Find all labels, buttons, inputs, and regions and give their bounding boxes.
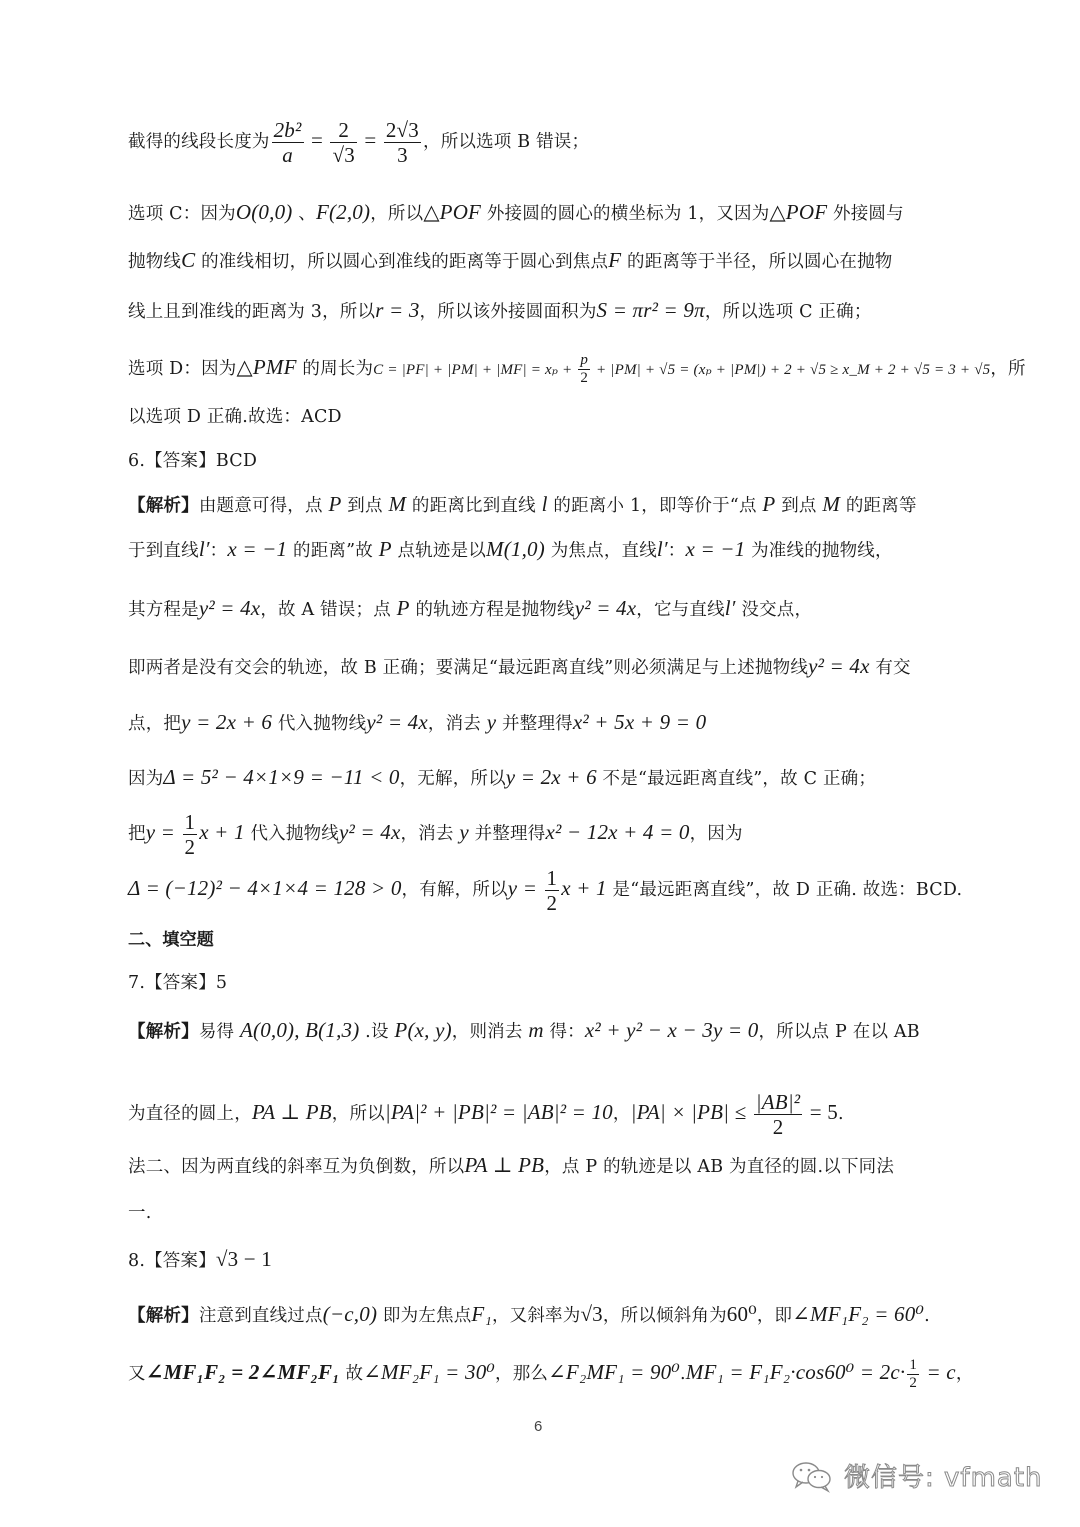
text: 不是“最远距离直线”，故 C 正确； [596,769,877,789]
text: ，故 A 错误；点 [260,600,397,620]
text: 是“最远距离直线”，故 D 正确. 故选：BCD. [606,880,963,900]
math: PA ⊥ PB [464,1153,545,1177]
math: = c [921,1360,956,1384]
math: |PA|² + |PB|² = |AB|² = 10 [384,1100,613,1124]
math: M(1,0) [486,537,545,561]
math: ∠MF₁F₂ = 2∠MF₂F₁ [145,1360,340,1384]
fraction [330,118,356,167]
answer-value: √3 − 1 [215,1247,272,1271]
numerator: 2 [330,118,356,143]
text: 线上且到准线的距离为 3，所以 [128,302,376,322]
answer-line-q8 [128,1247,272,1273]
text: 的周长为 [296,359,374,379]
text: 的轨迹方程是抛物线 [409,600,575,620]
text-line [128,654,911,680]
math: x = −1 [227,537,288,561]
math: y = [145,820,181,844]
text-line [128,118,589,167]
fraction [578,352,590,387]
section-title: 二、填空题 [128,930,214,950]
math: △POF [769,200,828,224]
math: y [486,710,497,734]
text-line [128,810,743,859]
text-line [128,537,893,563]
text-line [128,866,962,915]
text: 于到直线 [128,541,199,561]
math: C [181,248,196,272]
text-line [128,596,812,622]
fraction [545,866,560,915]
answer-label: 8.【答案】 [128,1251,216,1271]
text: 外接圆与 [827,204,904,224]
text: 点，把 [128,714,182,734]
text: ，又斜率为 [491,1306,581,1326]
text-line [128,492,917,518]
text: 一. [128,1203,152,1223]
math: ∠MF₁F₂ = 60⁰ [792,1302,925,1326]
text: 其方程是 [128,600,199,620]
numerator: 1 [546,866,558,890]
math: C = |PF| + |PM| + |MF| = xₚ + [373,362,577,378]
math: = [305,128,329,152]
text: 的距离比到直线 [406,496,542,516]
fraction [907,1357,919,1392]
numerator: 2√3 [385,118,419,142]
text: 代入抛物线 [244,824,339,844]
numerator: |AB|² [755,1090,801,1114]
math: m [528,1018,544,1042]
math: x + 1 [561,876,607,900]
text: ，所以点 P 在以 AB [758,1022,920,1042]
text: ，所以倾斜角为 [602,1306,727,1326]
fraction [183,810,198,859]
answer-line-q7 [128,971,227,995]
math: l′ [656,537,668,561]
denominator: √3 [332,143,355,167]
numerator: 2b² [273,118,302,142]
text: 的距离等于半径，所以圆心在抛物 [621,252,893,272]
text: ，它与直线 [636,600,725,620]
math: S = πr² = 9π [596,298,705,322]
math: (−c,0) [322,1302,378,1326]
math: y [459,820,469,844]
denominator: 2 [580,370,589,386]
math: y = 2x + 6 [181,710,273,734]
text: 到点 [775,496,823,516]
text: ，所以选项 C 正确； [704,302,872,322]
math: F(2,0) [315,200,371,224]
math: F₁ [471,1302,492,1326]
math: P [762,492,776,516]
text-line [128,352,1026,387]
text: 为焦点，直线 [544,541,657,561]
text: ， [612,1104,631,1124]
watermark [790,1457,1043,1494]
text-line [128,1201,151,1225]
answer-label: 7.【答案】 [128,973,216,993]
text: ： [209,541,228,561]
analysis-label: 【解析】 [128,1306,199,1326]
text: 以选项 D 正确.故选：ACD [128,407,342,427]
watermark-text: 微信号: vfmath [844,1463,1043,1493]
math: x² + 5x + 9 = 0 [572,710,707,734]
text-line [128,1090,844,1139]
text-line [128,710,706,736]
text: 点轨迹是以 [391,541,487,561]
text: 注意到直线过点 [198,1306,323,1326]
text-line [128,248,893,274]
math: PA ⊥ PB [251,1100,332,1124]
text: . [679,1364,686,1384]
math: P [378,537,392,561]
text: . [924,1306,930,1326]
math: y = 2x + 6 [505,765,597,789]
text: 即两者是没有交会的轨迹，故 B 正确；要满足“最远距离直线”则必须满足与上述抛物线 [128,658,809,678]
text: ， [955,1364,974,1384]
text: 易得 [198,1022,240,1042]
denominator: 2 [772,1115,784,1139]
denominator: a [282,143,293,167]
analysis-label: 【解析】 [128,496,199,516]
answer-line-q6 [128,449,257,473]
text: 因为 [128,769,164,789]
math: |PA| × |PB| ≤ [630,1100,752,1124]
math: y² = 4x [198,596,261,620]
math: l′ [724,596,736,620]
math: = 5 [804,1100,838,1124]
text-line [128,1302,930,1328]
denominator: 3 [397,143,408,167]
wechat-icon [790,1459,836,1493]
text: 有交 [869,658,911,678]
text: ，消去 [427,714,487,734]
text: 故 [339,1364,364,1384]
text: .设 [359,1022,395,1042]
math: M [822,492,841,516]
denominator: 2 [909,1375,918,1391]
math: + |PM| + √5 = (xₚ + |PM|) + 2 + √5 ≥ x_M + 2 + √5 = 3 + √5 [592,362,991,378]
text: 的准线相切，所以圆心到准线的距离等于圆心到焦点 [195,252,609,272]
math: ∠F₂MF₁ = 90⁰ [548,1360,680,1384]
math: △PMF [236,355,297,379]
math: Δ = 5² − 4×1×9 = −11 < 0 [163,765,400,789]
text: 为直径的圆上， [128,1104,252,1124]
math: x² − 12x + 4 = 0 [545,820,690,844]
text: 即为左焦点 [377,1306,472,1326]
denominator: 2 [184,835,196,859]
section-heading [128,928,214,952]
text: 又 [128,1364,146,1384]
math: x + 1 [199,820,245,844]
text: 为准线的抛物线， [745,541,893,561]
math: √3 [580,1302,603,1326]
math: Δ = (−12)² − 4×1×4 = 128 > 0 [128,876,402,900]
text-line [128,1018,920,1044]
math: P [328,492,342,516]
math: y² = 4x [808,654,870,678]
math: MF₁ = F₁F₂·cos60⁰ = 2c· [685,1360,906,1384]
fraction [272,118,304,167]
text: ，所以 [370,204,424,224]
numerator: 1 [909,1357,918,1373]
math: r = 3 [375,298,420,322]
text: 外接圆的圆心的横坐标为 1，又因为 [481,204,770,224]
numerator: p [580,352,589,368]
page-number: 6 [534,1418,543,1435]
text: ，则消去 [451,1022,529,1042]
text: ，所以该外接圆面积为 [419,302,597,322]
text: . [837,1104,844,1124]
math: ∠MF₂F₁ = 30⁰ [363,1360,496,1384]
text: ，点 P 的轨迹是以 AB 为直径的圆.以下同法 [544,1157,895,1177]
text: 抛物线 [128,252,182,272]
text: 的距离等 [840,496,917,516]
text: ： [667,541,686,561]
text: 选项 C：因为 [128,204,236,224]
text: 截得的线段长度为 [128,132,270,152]
math: A(0,0), B(1,3) [239,1018,360,1042]
numerator: 1 [184,810,196,834]
text: 代入抛物线 [272,714,367,734]
math: M [388,492,407,516]
text-line [128,1153,894,1179]
math: F [608,248,622,272]
text-line [128,405,342,429]
text-line [128,765,876,791]
text: 并整理得 [468,824,546,844]
text: ，无解，所以 [399,769,506,789]
text: ，所以 [331,1104,385,1124]
math: x² + y² − x − 3y = 0 [584,1018,759,1042]
text: 没交点， [735,600,813,620]
text: 得： [543,1022,585,1042]
text: ，消去 [400,824,460,844]
text: ，因为 [689,824,743,844]
math: l′ [198,537,210,561]
math: y² = 4x [338,820,401,844]
text: ，所 [990,359,1026,379]
math: y = [507,876,543,900]
answer-value: 5 [215,973,228,993]
text: 法二、因为两直线的斜率互为负倒数，所以 [128,1157,465,1177]
answer-value: BCD [215,451,258,471]
math: y² = 4x [366,710,428,734]
text: 并整理得 [496,714,573,734]
text: 到点 [341,496,389,516]
text: 的距离小 1，即等价于“点 [547,496,763,516]
text-line [128,1357,974,1392]
answer-label: 6.【答案】 [128,451,216,471]
text: ，即 [756,1306,793,1326]
text-line [128,298,872,324]
analysis-label: 【解析】 [128,1022,199,1042]
math: x = −1 [685,537,746,561]
text-line [128,200,904,226]
math: 60⁰ [726,1302,757,1326]
math: = [358,128,382,152]
text: 的距离”故 [287,541,379,561]
text: 、 [292,204,316,224]
text: 由题意可得，点 [198,496,329,516]
math: O(0,0) [235,200,293,224]
text: ，所以选项 B 错误； [423,132,590,152]
math: l [541,492,548,516]
fraction [754,1090,803,1139]
denominator: 2 [546,891,558,915]
math: y² = 4x [574,596,637,620]
text: 把 [128,824,146,844]
text: 选项 D：因为 [128,359,237,379]
text: ，那么 [495,1364,549,1384]
math: △POF [423,200,482,224]
math: P [396,596,410,620]
fraction [384,118,421,167]
math: P(x, y) [394,1018,452,1042]
text: ，有解，所以 [401,880,508,900]
